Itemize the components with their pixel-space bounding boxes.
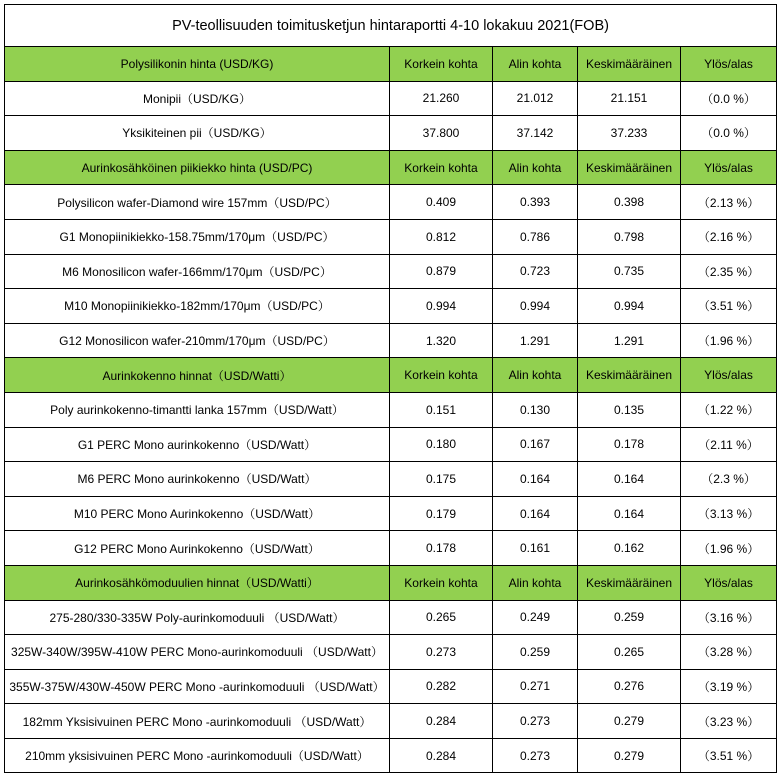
low-value: 0.164 xyxy=(493,496,578,531)
table-row xyxy=(5,254,777,289)
change-value: （1.96 %） xyxy=(681,323,777,358)
section-header-row xyxy=(5,150,777,185)
low-value: 37.142 xyxy=(493,116,578,151)
change-value: （3.23 %） xyxy=(681,704,777,739)
change-value: （3.16 %） xyxy=(681,600,777,635)
change-value: （2.11 %） xyxy=(681,427,777,462)
change-value: （3.51 %） xyxy=(681,289,777,324)
table-row xyxy=(5,600,777,635)
section-title: Aurinkosähköinen piikiekko hinta (USD/PC) xyxy=(5,150,390,185)
low-value: 0.273 xyxy=(493,738,578,773)
table-row xyxy=(5,531,777,566)
item-name: G1 Monopiinikiekko-158.75mm/170μm（USD/PC） xyxy=(5,219,390,254)
item-name: M6 PERC Mono aurinkokenno（USD/Watt） xyxy=(5,462,390,497)
average-value: 0.276 xyxy=(578,669,681,704)
section-header-row xyxy=(5,358,777,393)
section-title: Aurinkosähkömoduulien hinnat（USD/Watti） xyxy=(5,565,390,600)
column-header-low: Alin kohta xyxy=(493,565,578,600)
average-value: 0.162 xyxy=(578,531,681,566)
average-value: 21.151 xyxy=(578,81,681,116)
average-value: 0.164 xyxy=(578,496,681,531)
column-header-average: Keskimääräinen xyxy=(578,47,681,82)
low-value: 0.259 xyxy=(493,635,578,670)
item-name: M10 PERC Mono Aurinkokenno（USD/Watt） xyxy=(5,496,390,531)
high-value: 0.994 xyxy=(390,289,493,324)
average-value: 37.233 xyxy=(578,116,681,151)
high-value: 37.800 xyxy=(390,116,493,151)
item-name: M6 Monosilicon wafer-166mm/170μm（USD/PC） xyxy=(5,254,390,289)
average-value: 0.735 xyxy=(578,254,681,289)
change-value: （0.0 %） xyxy=(681,81,777,116)
item-name: Polysilicon wafer-Diamond wire 157mm（USD/PC） xyxy=(5,185,390,220)
high-value: 0.151 xyxy=(390,392,493,427)
high-value: 0.180 xyxy=(390,427,493,462)
report-title: PV-teollisuuden toimitusketjun hintaraportti 4-10 lokakuu 2021(FOB) xyxy=(5,5,777,47)
item-name: 275-280/330-335W Poly-aurinkomoduuli （USD/Watt） xyxy=(5,600,390,635)
change-value: （2.16 %） xyxy=(681,219,777,254)
table-row xyxy=(5,704,777,739)
section-title: Polysilikonin hinta (USD/KG) xyxy=(5,47,390,82)
low-value: 0.249 xyxy=(493,600,578,635)
change-value: （3.51 %） xyxy=(681,738,777,773)
table-row xyxy=(5,219,777,254)
table-row xyxy=(5,669,777,704)
table-row xyxy=(5,289,777,324)
column-header-change: Ylös/alas xyxy=(681,358,777,393)
title-row xyxy=(5,5,777,47)
table-row xyxy=(5,496,777,531)
table-row xyxy=(5,738,777,773)
table-row xyxy=(5,81,777,116)
low-value: 0.167 xyxy=(493,427,578,462)
change-value: （2.35 %） xyxy=(681,254,777,289)
change-value: （3.28 %） xyxy=(681,635,777,670)
high-value: 0.178 xyxy=(390,531,493,566)
item-name: Yksikiteinen pii（USD/KG） xyxy=(5,116,390,151)
table-row xyxy=(5,392,777,427)
low-value: 0.393 xyxy=(493,185,578,220)
column-header-high: Korkein kohta xyxy=(390,358,493,393)
item-name: 355W-375W/430W-450W PERC Mono -aurinkomoduuli （USD/Watt） xyxy=(5,669,390,704)
average-value: 0.279 xyxy=(578,704,681,739)
high-value: 0.175 xyxy=(390,462,493,497)
low-value: 0.164 xyxy=(493,462,578,497)
item-name: G12 Monosilicon wafer-210mm/170μm（USD/PC） xyxy=(5,323,390,358)
average-value: 0.265 xyxy=(578,635,681,670)
high-value: 0.273 xyxy=(390,635,493,670)
price-report-table xyxy=(4,4,777,773)
average-value: 0.178 xyxy=(578,427,681,462)
table-row xyxy=(5,635,777,670)
column-header-low: Alin kohta xyxy=(493,150,578,185)
item-name: M10 Monopiinikiekko-182mm/170μm（USD/PC） xyxy=(5,289,390,324)
item-name: 210mm yksisivuinen PERC Mono -aurinkomoduuli（USD/Watt） xyxy=(5,738,390,773)
change-value: （1.96 %） xyxy=(681,531,777,566)
change-value: （2.13 %） xyxy=(681,185,777,220)
column-header-high: Korkein kohta xyxy=(390,47,493,82)
average-value: 0.994 xyxy=(578,289,681,324)
column-header-high: Korkein kohta xyxy=(390,565,493,600)
low-value: 1.291 xyxy=(493,323,578,358)
average-value: 0.164 xyxy=(578,462,681,497)
table-row xyxy=(5,462,777,497)
column-header-low: Alin kohta xyxy=(493,358,578,393)
column-header-average: Keskimääräinen xyxy=(578,358,681,393)
column-header-average: Keskimääräinen xyxy=(578,150,681,185)
column-header-change: Ylös/alas xyxy=(681,150,777,185)
change-value: （2.3 %） xyxy=(681,462,777,497)
average-value: 0.135 xyxy=(578,392,681,427)
high-value: 0.179 xyxy=(390,496,493,531)
low-value: 0.994 xyxy=(493,289,578,324)
high-value: 0.879 xyxy=(390,254,493,289)
table-row xyxy=(5,323,777,358)
low-value: 0.723 xyxy=(493,254,578,289)
high-value: 0.812 xyxy=(390,219,493,254)
average-value: 0.259 xyxy=(578,600,681,635)
item-name: G12 PERC Mono Aurinkokenno（USD/Watt） xyxy=(5,531,390,566)
change-value: （0.0 %） xyxy=(681,116,777,151)
low-value: 0.786 xyxy=(493,219,578,254)
high-value: 0.409 xyxy=(390,185,493,220)
average-value: 0.798 xyxy=(578,219,681,254)
table-row xyxy=(5,427,777,462)
high-value: 1.320 xyxy=(390,323,493,358)
average-value: 1.291 xyxy=(578,323,681,358)
high-value: 0.282 xyxy=(390,669,493,704)
change-value: （3.19 %） xyxy=(681,669,777,704)
average-value: 0.398 xyxy=(578,185,681,220)
table-row xyxy=(5,116,777,151)
high-value: 0.284 xyxy=(390,704,493,739)
item-name: 182mm Yksisivuinen PERC Mono -aurinkomoduuli （USD/Watt） xyxy=(5,704,390,739)
section-header-row xyxy=(5,565,777,600)
column-header-change: Ylös/alas xyxy=(681,565,777,600)
low-value: 21.012 xyxy=(493,81,578,116)
change-value: （1.22 %） xyxy=(681,392,777,427)
item-name: Poly aurinkokenno-timantti lanka 157mm（USD/Watt） xyxy=(5,392,390,427)
low-value: 0.273 xyxy=(493,704,578,739)
section-title: Aurinkokenno hinnat（USD/Watti） xyxy=(5,358,390,393)
section-header-row xyxy=(5,47,777,82)
low-value: 0.271 xyxy=(493,669,578,704)
column-header-low: Alin kohta xyxy=(493,47,578,82)
change-value: （3.13 %） xyxy=(681,496,777,531)
high-value: 21.260 xyxy=(390,81,493,116)
column-header-average: Keskimääräinen xyxy=(578,565,681,600)
item-name: Monipii（USD/KG） xyxy=(5,81,390,116)
low-value: 0.130 xyxy=(493,392,578,427)
item-name: 325W-340W/395W-410W PERC Mono-aurinkomoduuli （USD/Watt） xyxy=(5,635,390,670)
column-header-change: Ylös/alas xyxy=(681,47,777,82)
item-name: G1 PERC Mono aurinkokenno（USD/Watt） xyxy=(5,427,390,462)
average-value: 0.279 xyxy=(578,738,681,773)
high-value: 0.284 xyxy=(390,738,493,773)
low-value: 0.161 xyxy=(493,531,578,566)
column-header-high: Korkein kohta xyxy=(390,150,493,185)
table-row xyxy=(5,185,777,220)
high-value: 0.265 xyxy=(390,600,493,635)
report-body xyxy=(5,5,777,773)
